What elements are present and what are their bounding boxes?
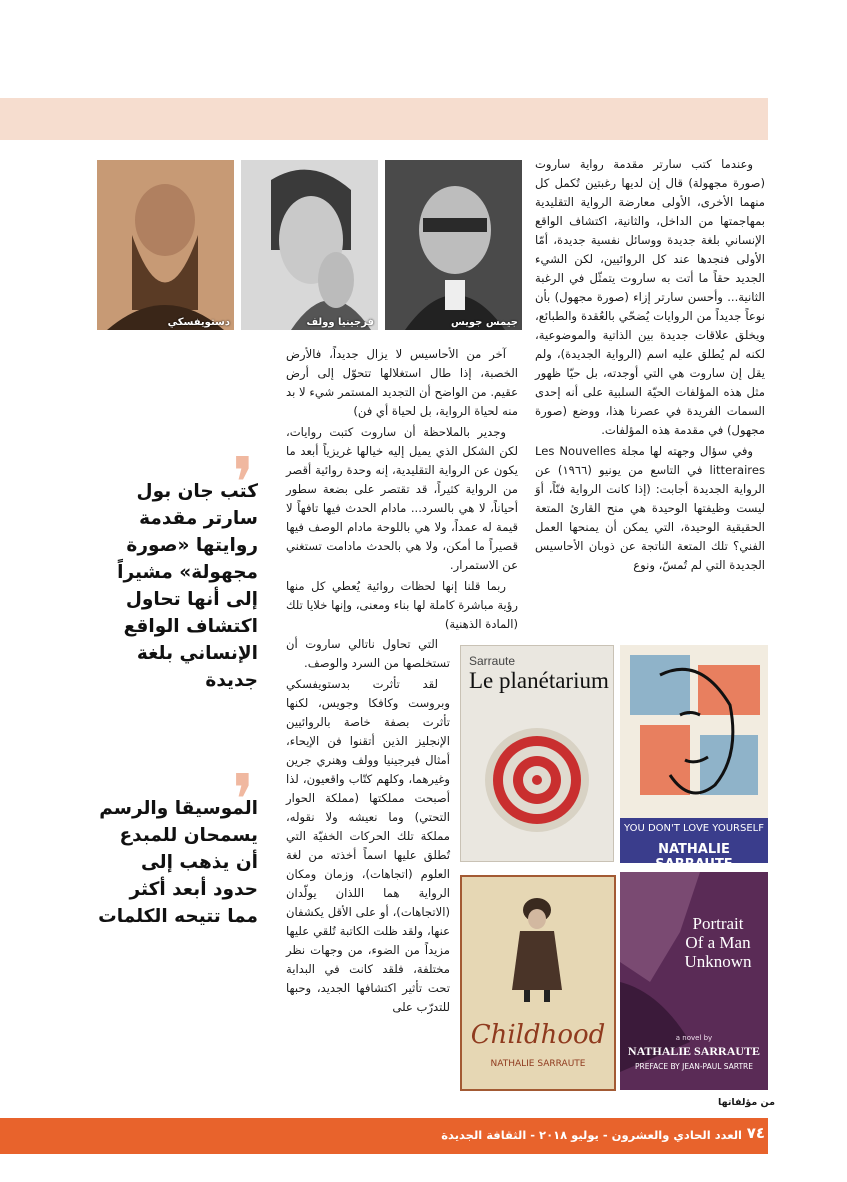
book-cover-you-dont-love-yourself [620,645,768,872]
quote-mark-icon: ❜ [232,759,255,841]
paragraph: ربما قلنا إنها لحظات روائية يُعطي كل منها رؤية مباشرة كاملة لها بناء ومعنى، وإنها خلايا تلك (المادة الذهنية) [286,579,518,631]
footer-issue: العدد الحادي والعشرون - يوليو ٢٠١٨ - الثقافة الجديدة [441,1128,742,1142]
book-author: NATHALIE SARRAUTE [627,1044,761,1058]
book-preface: PREFACE BY JEAN-PAUL SARTRE [634,1062,753,1071]
target-graphic-icon [481,724,593,836]
book-title: Le planétarium [469,668,609,693]
book-tagline: a novel by [675,1034,713,1042]
photo-caption: دستويفسكي [167,317,230,328]
paragraph: لقد تأثرت بدستويفسكي وبروست وكافكا وجويس، لكنها تأثرت بصفة خاصة بالروائيين الإنجليز الذين أتقنوا فن الإيحاء، أمثال فيرجينيا وولف وهنري جرين وغيرهما، وكلهم كتّاب واقعيون، لذا أصبحت مملكتها (مملكة الحوار التحتي) وما نعيشه ولا نقوله، مملكة تلك الحركات الخفيّة التي تُطلق عليها اسماً أخذته من لغة العلوم (اتجاهات)، وزمان ومكان الرواية هما اللذان يولّدان (الاتجاهات)، أو على الأقل يكشفان عنها، ولقد ظلت الكاتبة تُلقي عليها مزيداً من الضوء، من وجهات نظر مختلفة، فلقد كانت في البداية تحت تأثير اكتشافها الجديد، وحبها للتدرّب على [286,677,450,1014]
photo-james-joyce [385,160,522,330]
photo-caption: فرجينيا وولف [306,317,374,328]
article-column-middle [286,345,518,636]
paragraph: آخر من الأحاسيس لا يزال جديداً، فالأرض الخصبة، إذا طال استغلالها تتحوّل إلى أرض عقيم. من الواضح أن التجديد المستمر شيء لا بد منه لحياة الرواية، بل لحياة أي فن) [286,347,518,418]
paragraph: وفي سؤال وجهته لها مجلة Les Nouvelles litteraires في التاسع من يونيو (١٩٦٦) عن الرواية الجديدة أجابت: (إذا كانت الرواية فنّاً، أوَ ليست وظيفتها الوحيدة هي منح القارئ المتعة الحقيقية الوحيدة، التي يمكن أن يمنحها العمل الفني؟ تلك المتعة الناتجة عن ذوبان الأحاسيس الجديدة التي لم تُمسّ، ونوع [535,444,765,572]
book-author: Sarraute [469,654,516,668]
book-title: Childhood [470,1020,606,1050]
book-cover-planetarium [460,645,614,862]
book-cover-portrait-of-a-man-unknown [620,872,768,1090]
book-author: NATHALIE SARRAUTE [655,842,733,872]
book-title-line: Portrait [692,914,744,933]
child-figure-icon [502,895,572,1005]
book-title-line: Unknown [684,952,752,971]
book-title: YOU DON'T LOVE YOURSELF [624,823,764,834]
photo-caption: جيمس جويس [451,317,518,328]
books-caption: من مؤلفاتها [718,1097,775,1108]
article-column-middle-lower [286,635,450,1019]
paragraph: وعندما كتب سارتر مقدمة رواية ساروت (صورة مجهولة) قال إن لديها رغبتين تُكمل كل منهما الأخرى، الأولى معارضة الرواية التقليدية بمهاجمتها من الداخل، والثانية، اكتشاف الواقع الإنساني بلغة جديدة ووسائل نفسية جديدة، أمّا الأولى فنجدها عند كل الروائيين، لكن الشيء الجديد حقاً ما أتت به ساروت يتمثّل في الرغبة الثانية... وأحسن سارتر إزاء (صورة مجهول) بأن نوعاً جديداً من الروايات يُضحّي بالعُقدة والطبائع، ويخلق علاقات جديدة بين الذاتية والموضوعية، لكنه لم يُطلق عليه اسم (الرواية الجديدة)، ولم يقل إن ساروت هي التي أوجدته، بل حيّا ظهور مثل هذه المؤلفات الحيّة السلبية على أنه إحدى السمات الفريدة في عصرنا هذا، ووضع (صورة مجهول) في مقدمة هذه المؤلفات. [535,157,765,437]
page-number: ٧٤ [746,1124,765,1142]
book-author: NATHALIE SARRAUTE [490,1059,586,1069]
paragraph: التي تحاول ناتالي ساروت أن تستخلصها من السرد والوصف. [286,637,450,670]
pull-quote-1: كتب جان بول سارتر مقدمة روايتها «صورة مجهولة» مشيراً إلى أنها تحاول اكتشاف الواقع الإنساني بلغة جديدة [117,481,258,691]
quote-mark-icon: ❜ [232,442,255,524]
book-title [672,914,764,971]
paragraph: وجدير بالملاحظة أن ساروت كتبت روايات، لكن الشكل الذي يميل إليه خيالها غريزياً أبعد ما يكون عن الرواية التقليدية، إنه وحدة روائية أقصر من الرواية كثيراً، قد تقتصر على بضعة سطور أحياناً، لا هي بالسرد... مادام الحدث فيها تافهاً لا قيمة له عمداً، ولا هي باللوحة مادام الوصف فيها قصيراً ما أمكن، ولا هي بالحدث مادامت تستغني عن الاستمرار. [286,425,518,572]
book-cover-childhood [460,875,616,1091]
pull-quote-2: الموسيقا والرسم يسمحان للمبدع أن يذهب إلى حدود أبعد أكثر مما تتيحه الكلمات [98,798,258,927]
header-band [0,98,768,140]
book-title-line: Of a Man [685,933,751,952]
photo-virginia-woolf [241,160,378,330]
article-column-right [535,155,765,577]
photo-dostoevsky [97,160,234,330]
